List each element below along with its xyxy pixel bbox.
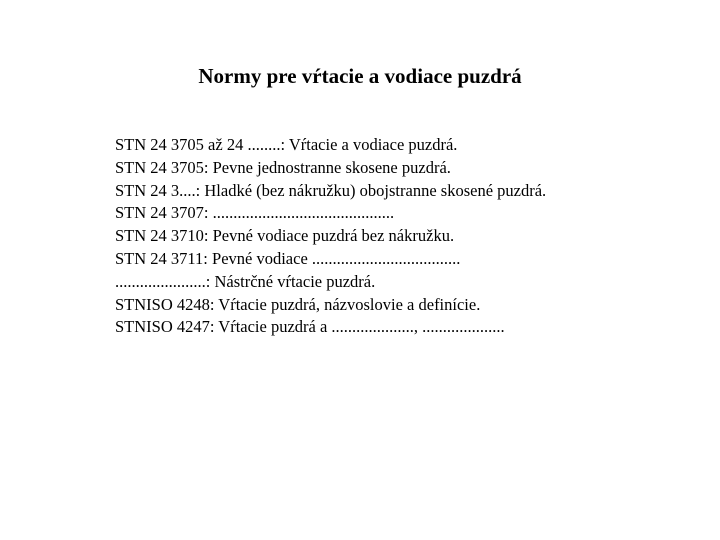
norm-line: STN 24 3711: Pevné vodiace .................................... (115, 248, 461, 268)
page-title: Normy pre vŕtacie a vodiace puzdrá (198, 64, 522, 88)
norm-line: STN 24 3707: ............................................ (115, 203, 395, 223)
norm-line: STN 24 3705 až 24 ........: Vŕtacie a vodiace puzdrá. (115, 135, 458, 154)
norm-line: ......................: Nástrčné vŕtacie puzdrá. (115, 271, 376, 291)
norm-line: STN 24 3....: Hladké (bez nákružku) obojstranne skosené puzdrá. (115, 180, 547, 200)
norm-line: STN 24 3705: Pevne jednostranne skosene puzdrá. (115, 157, 451, 177)
norm-line: STNISO 4247: Vŕtacie puzdrá a ...................., .................... (115, 317, 505, 337)
norm-list (115, 134, 546, 339)
norm-line: STN 24 3710: Pevné vodiace puzdrá bez nákružku. (115, 226, 455, 246)
norm-line: STNISO 4248: Vŕtacie puzdrá, názvoslovie a definície. (115, 294, 481, 314)
